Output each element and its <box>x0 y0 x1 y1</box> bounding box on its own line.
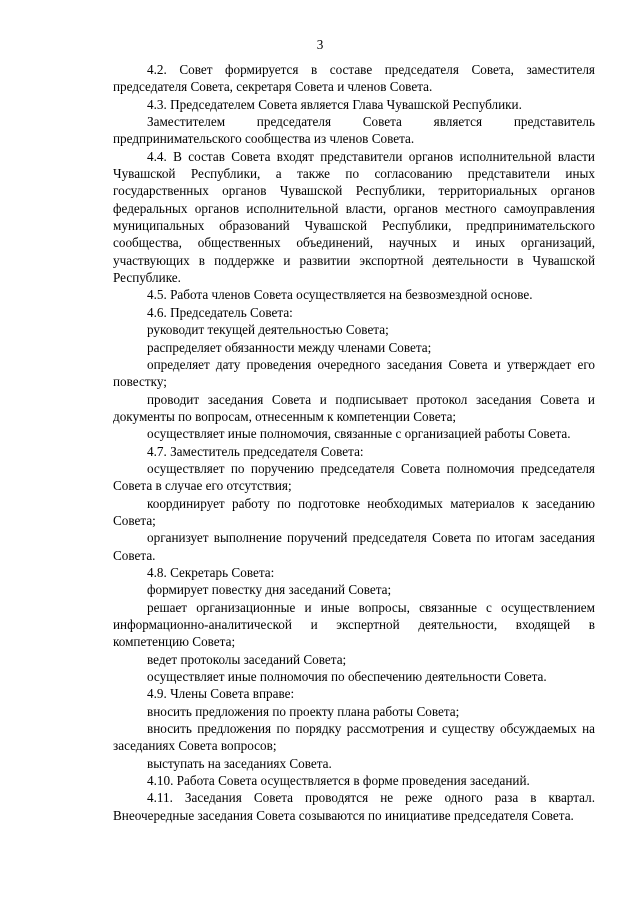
paragraph: осуществляет иные полномочия, связанные с организацией работы Совета. <box>147 426 571 442</box>
paragraph: определяет дату проведения очередного заседания Совета и утверждает его повестку; <box>113 356 595 390</box>
paragraph: координирует работу по подготовке необходимых материалов к заседанию Совета; <box>113 495 595 528</box>
paragraph: ведет протоколы заседаний Совета; <box>147 651 347 667</box>
paragraph: 4.9. Члены Совета вправе: <box>147 686 295 702</box>
paragraph: 4.3. Председателем Совета является Глава Чувашской Республики. <box>147 96 522 112</box>
paragraph: формирует повестку дня заседаний Совета; <box>147 582 392 598</box>
paragraph: 4.6. Председатель Совета: <box>147 304 293 320</box>
paragraph: решает организационные и иные вопросы, связанные с осуществлением информационно-аналитической и экспертной деятельности, входящей в компетенцию Совета; <box>113 599 595 650</box>
paragraph: 4.8. Секретарь Совета: <box>147 564 275 580</box>
paragraph: вносить предложения по порядку рассмотрения и существу обсуждаемых на заседаниях Совета вопросов; <box>113 721 595 754</box>
paragraph: 4.5. Работа членов Совета осуществляется на безвозмездной основе. <box>147 287 533 303</box>
paragraph: вносить предложения по проекту плана работы Совета; <box>147 703 460 719</box>
paragraph: 4.11. Заседания Совета проводятся не реже одного раза в квартал. Внеочередные заседания Совета созываются по инициативе председателя Совета. <box>113 790 595 823</box>
paragraph: 4.2. Совет формируется в составе председателя Совета, заместителя председателя Совета, секретаря Совета и членов Совета. <box>113 62 595 95</box>
paragraph: проводит заседания Совета и подписывает протокол заседания Совета и документы по вопросам, отнесенным к компетенции Совета; <box>113 391 595 424</box>
document-body <box>113 61 595 824</box>
paragraph: руководит текущей деятельностью Совета; <box>147 322 389 338</box>
paragraph: организует выполнение поручений председателя Совета по итогам заседания Совета. <box>113 530 595 563</box>
paragraph: распределяет обязанности между членами Совета; <box>147 339 432 355</box>
paragraph: 4.7. Заместитель председателя Совета: <box>147 443 364 459</box>
paragraph: осуществляет иные полномочия по обеспечению деятельности Совета. <box>147 669 547 685</box>
paragraph: 4.10. Работа Совета осуществляется в форме проведения заседаний. <box>147 773 530 789</box>
paragraph: осуществляет по поручению председателя Совета полномочия председателя Совета в случае его отсутствия; <box>113 460 595 494</box>
paragraph: 4.4. В состав Совета входят представители органов исполнительной власти Чувашской Республики, а также по согласованию представители иных государственных органов Чувашской Республики, территориальных органов федеральных органов исполнительной власти, органов местного самоуправления муниципальных образований Чувашской Республики, предпринимательского сообщества, общественных объединений, научных и иных организаций, участвующих в поддержке и развитии экспортной деятельности в Чувашской Республике. <box>113 148 595 286</box>
paragraph: Заместителем председателя Совета является представитель предпринимательского сообщества из членов Совета. <box>113 114 595 147</box>
page-number: 3 <box>316 37 324 52</box>
paragraph: выступать на заседаниях Совета. <box>147 755 332 771</box>
